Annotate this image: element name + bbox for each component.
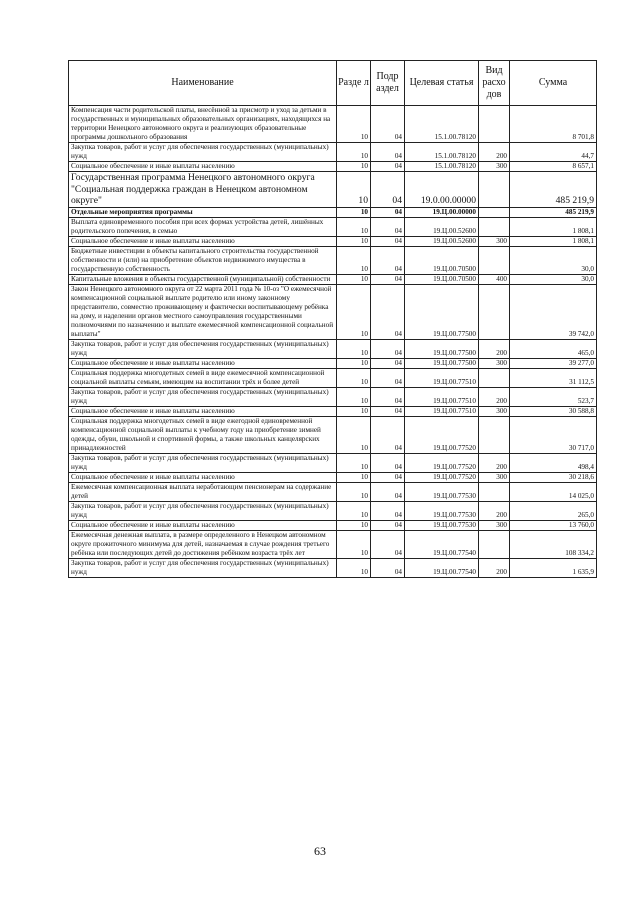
cell-vid: 300: [479, 162, 510, 172]
budget-table: [68, 60, 597, 578]
cell-podrazdel: 04: [371, 453, 405, 472]
cell-razdel: 10: [337, 143, 371, 162]
cell-podrazdel: 04: [371, 284, 405, 339]
cell-name: Капитальные вложения в объекты государственной (муниципальной) собственности: [69, 274, 337, 284]
table-row: [69, 387, 597, 406]
cell-razdel: 10: [337, 530, 371, 558]
cell-target: 19.Ц.00.77520: [405, 472, 479, 482]
cell-target: 19.Ц.00.77520: [405, 453, 479, 472]
cell-target: 19.Ц.00.52600: [405, 236, 479, 246]
table-row: [69, 274, 597, 284]
cell-name: Ежемесячная денежная выплата, в размере определенного в Ненецком автономном округе прожиточного минимума для детей, назначаемая в случае рождения третьего ребёнка или последующих детей до достижения ребёнком возраста трёх лет: [69, 530, 337, 558]
header-target: Целевая статья: [405, 61, 479, 106]
cell-name: Закупка товаров, работ и услуг для обеспечения государственных (муниципальных) нужд: [69, 143, 337, 162]
cell-razdel: 10: [337, 368, 371, 387]
cell-name: Выплата единовременного пособия при всех формах устройства детей, лишённых родительского попечения, в семью: [69, 217, 337, 236]
cell-razdel: 10: [337, 217, 371, 236]
cell-vid: 300: [479, 406, 510, 416]
cell-podrazdel: 04: [371, 387, 405, 406]
table-row: [69, 339, 597, 358]
cell-name: Закупка товаров, работ и услуг для обеспечения государственных (муниципальных) нужд: [69, 387, 337, 406]
table-row: [69, 482, 597, 501]
cell-sum: 30 218,6: [510, 472, 597, 482]
cell-podrazdel: 04: [371, 368, 405, 387]
cell-name: Социальное обеспечение и иные выплаты населению: [69, 520, 337, 530]
cell-name: Социальное обеспечение и иные выплаты населению: [69, 472, 337, 482]
cell-vid: [479, 172, 510, 208]
header-razdel: Разде л: [337, 61, 371, 106]
table-row: [69, 416, 597, 453]
cell-vid: 300: [479, 236, 510, 246]
cell-target: 19.Ц.00.77500: [405, 339, 479, 358]
cell-sum: 39 742,0: [510, 284, 597, 339]
table-row: [69, 236, 597, 246]
cell-podrazdel: 04: [371, 520, 405, 530]
table-row: [69, 530, 597, 558]
cell-name: Социальное обеспечение и иные выплаты населению: [69, 236, 337, 246]
cell-razdel: 10: [337, 416, 371, 453]
cell-podrazdel: 04: [371, 207, 405, 217]
table-row: [69, 217, 597, 236]
cell-sum: 8 657,1: [510, 162, 597, 172]
cell-razdel: 10: [337, 358, 371, 368]
cell-name: Социальное обеспечение и иные выплаты населению: [69, 162, 337, 172]
cell-vid: [479, 284, 510, 339]
cell-razdel: 10: [337, 406, 371, 416]
cell-razdel: 10: [337, 274, 371, 284]
cell-podrazdel: 04: [371, 246, 405, 274]
cell-sum: 8 701,8: [510, 106, 597, 143]
cell-target: 19.Ц.00.70500: [405, 274, 479, 284]
cell-name: Закон Ненецкого автономного округа от 22 марта 2011 года № 10-оз "О ежемесячной компенсационной социальной выплате родителю или иному законному представителю, совместно проживающему и фактически воспитывающему ребёнка на дому, и наделении органов местного самоуправления государственными полномочиями по назначению и выплате ежемесячной компенсационной социальной выплаты": [69, 284, 337, 339]
cell-sum: 265,0: [510, 501, 597, 520]
cell-name: Закупка товаров, работ и услуг для обеспечения государственных (муниципальных) нужд: [69, 558, 337, 577]
cell-vid: [479, 482, 510, 501]
cell-sum: 498,4: [510, 453, 597, 472]
cell-razdel: 10: [337, 106, 371, 143]
cell-sum: 30 717,0: [510, 416, 597, 453]
cell-vid: 200: [479, 387, 510, 406]
cell-name: Компенсация части родительской платы, внесённой за присмотр и уход за детьми в государственных и муниципальных образовательных организациях, находящихся на территории Ненецкого автономного округа и реализующих образовательные программы дошкольного образования: [69, 106, 337, 143]
cell-sum: 1 808,1: [510, 236, 597, 246]
cell-podrazdel: 04: [371, 472, 405, 482]
table-row: [69, 246, 597, 274]
cell-podrazdel: 04: [371, 416, 405, 453]
cell-vid: [479, 246, 510, 274]
cell-razdel: 10: [337, 339, 371, 358]
cell-podrazdel: 04: [371, 162, 405, 172]
cell-vid: [479, 416, 510, 453]
cell-target: 19.Ц.00.70500: [405, 246, 479, 274]
table-row: [69, 501, 597, 520]
cell-vid: 200: [479, 453, 510, 472]
table-row: [69, 520, 597, 530]
cell-podrazdel: 04: [371, 339, 405, 358]
cell-sum: 108 334,2: [510, 530, 597, 558]
cell-sum: 1 635,9: [510, 558, 597, 577]
cell-sum: 30,0: [510, 274, 597, 284]
cell-vid: 200: [479, 501, 510, 520]
cell-sum: 485 219,9: [510, 207, 597, 217]
cell-vid: [479, 207, 510, 217]
table-row: [69, 172, 597, 208]
cell-target: 19.Ц.00.77500: [405, 284, 479, 339]
cell-vid: 200: [479, 339, 510, 358]
cell-sum: 30,0: [510, 246, 597, 274]
cell-target: 19.Ц.00.77500: [405, 358, 479, 368]
table-row: [69, 368, 597, 387]
cell-razdel: 10: [337, 558, 371, 577]
cell-podrazdel: 04: [371, 172, 405, 208]
cell-name: Отдельные мероприятия программы: [69, 207, 337, 217]
table-row: [69, 406, 597, 416]
table-row: [69, 358, 597, 368]
cell-podrazdel: 04: [371, 530, 405, 558]
cell-target: 19.Ц.00.52600: [405, 217, 479, 236]
cell-razdel: 10: [337, 236, 371, 246]
cell-target: 19.Ц.00.77540: [405, 530, 479, 558]
budget-table-sheet: [68, 60, 596, 578]
cell-podrazdel: 04: [371, 358, 405, 368]
cell-name: Закупка товаров, работ и услуг для обеспечения государственных (муниципальных) нужд: [69, 501, 337, 520]
cell-sum: 13 760,0: [510, 520, 597, 530]
cell-name: Бюджетные инвестиции в объекты капитального строительства государственной собственности и (или) на приобретение объектов недвижимого имущества в государственную собственность: [69, 246, 337, 274]
cell-razdel: 10: [337, 246, 371, 274]
table-row: [69, 162, 597, 172]
cell-name: Закупка товаров, работ и услуг для обеспечения государственных (муниципальных) нужд: [69, 453, 337, 472]
cell-vid: 200: [479, 558, 510, 577]
cell-name: Ежемесячная компенсационная выплата неработающим пенсионерам на содержание детей: [69, 482, 337, 501]
table-body: [69, 106, 597, 578]
header-vid: Вид расхо дов: [479, 61, 510, 106]
cell-podrazdel: 04: [371, 143, 405, 162]
cell-name: Социальное обеспечение и иные выплаты населению: [69, 358, 337, 368]
cell-sum: 39 277,0: [510, 358, 597, 368]
cell-name: Социальная поддержка многодетных семей в виде ежемесячной компенсационной социальной выплаты семьям, имеющим на воспитании трёх и более детей: [69, 368, 337, 387]
cell-sum: 465,0: [510, 339, 597, 358]
cell-target: 19.Ц.00.77540: [405, 558, 479, 577]
cell-vid: [479, 530, 510, 558]
cell-name: Социальная поддержка многодетных семей в виде ежегодной единовременной компенсационной социальной выплаты к учебному году на приобретение зимней одежды, обуви, школьной и спортивной формы, а также школьных канцелярских принадлежностей: [69, 416, 337, 453]
cell-vid: 300: [479, 520, 510, 530]
cell-target: 19.Ц.00.77530: [405, 520, 479, 530]
page-number: 63: [314, 844, 326, 858]
table-row: [69, 558, 597, 577]
cell-podrazdel: 04: [371, 406, 405, 416]
cell-target: 15.1.00.78120: [405, 106, 479, 143]
table-row: [69, 143, 597, 162]
cell-target: 19.Ц.00.77530: [405, 482, 479, 501]
cell-razdel: 10: [337, 482, 371, 501]
cell-target: 19.Ц.00.77510: [405, 368, 479, 387]
cell-podrazdel: 04: [371, 236, 405, 246]
cell-podrazdel: 04: [371, 482, 405, 501]
cell-podrazdel: 04: [371, 558, 405, 577]
cell-target: 19.Ц.00.77510: [405, 406, 479, 416]
cell-razdel: 10: [337, 284, 371, 339]
cell-vid: 400: [479, 274, 510, 284]
cell-podrazdel: 04: [371, 217, 405, 236]
cell-target: 19.Ц.00.00000: [405, 207, 479, 217]
cell-razdel: 10: [337, 501, 371, 520]
header-sum: Сумма: [510, 61, 597, 106]
cell-vid: 200: [479, 143, 510, 162]
cell-target: 19.Ц.00.77530: [405, 501, 479, 520]
cell-vid: 300: [479, 358, 510, 368]
cell-sum: 14 025,0: [510, 482, 597, 501]
cell-razdel: 10: [337, 207, 371, 217]
cell-razdel: 10: [337, 172, 371, 208]
table-row: [69, 106, 597, 143]
cell-razdel: 10: [337, 472, 371, 482]
cell-razdel: 10: [337, 520, 371, 530]
cell-razdel: 10: [337, 162, 371, 172]
cell-sum: 31 112,5: [510, 368, 597, 387]
cell-sum: 485 219,9: [510, 172, 597, 208]
cell-podrazdel: 04: [371, 106, 405, 143]
cell-podrazdel: 04: [371, 274, 405, 284]
cell-razdel: 10: [337, 453, 371, 472]
cell-name: Закупка товаров, работ и услуг для обеспечения государственных (муниципальных) нужд: [69, 339, 337, 358]
header-podrazdel: Подр аздел: [371, 61, 405, 106]
cell-razdel: 10: [337, 387, 371, 406]
cell-target: 19.Ц.00.77510: [405, 387, 479, 406]
cell-name: Государственная программа Ненецкого автономного округа "Социальная поддержка граждан в Ненецком автономном округе": [69, 172, 337, 208]
cell-vid: 300: [479, 472, 510, 482]
cell-sum: 30 588,8: [510, 406, 597, 416]
cell-target: 19.0.00.00000: [405, 172, 479, 208]
table-row: [69, 284, 597, 339]
cell-target: 19.Ц.00.77520: [405, 416, 479, 453]
cell-vid: [479, 217, 510, 236]
cell-vid: [479, 368, 510, 387]
cell-sum: 44,7: [510, 143, 597, 162]
cell-vid: [479, 106, 510, 143]
cell-name: Социальное обеспечение и иные выплаты населению: [69, 406, 337, 416]
cell-target: 15.1.00.78120: [405, 162, 479, 172]
table-row: [69, 207, 597, 217]
cell-sum: 1 808,1: [510, 217, 597, 236]
cell-sum: 523,7: [510, 387, 597, 406]
cell-target: 15.1.00.78120: [405, 143, 479, 162]
table-header-row: [69, 61, 597, 106]
table-row: [69, 472, 597, 482]
table-row: [69, 453, 597, 472]
cell-podrazdel: 04: [371, 501, 405, 520]
header-name: Наименование: [69, 61, 337, 106]
